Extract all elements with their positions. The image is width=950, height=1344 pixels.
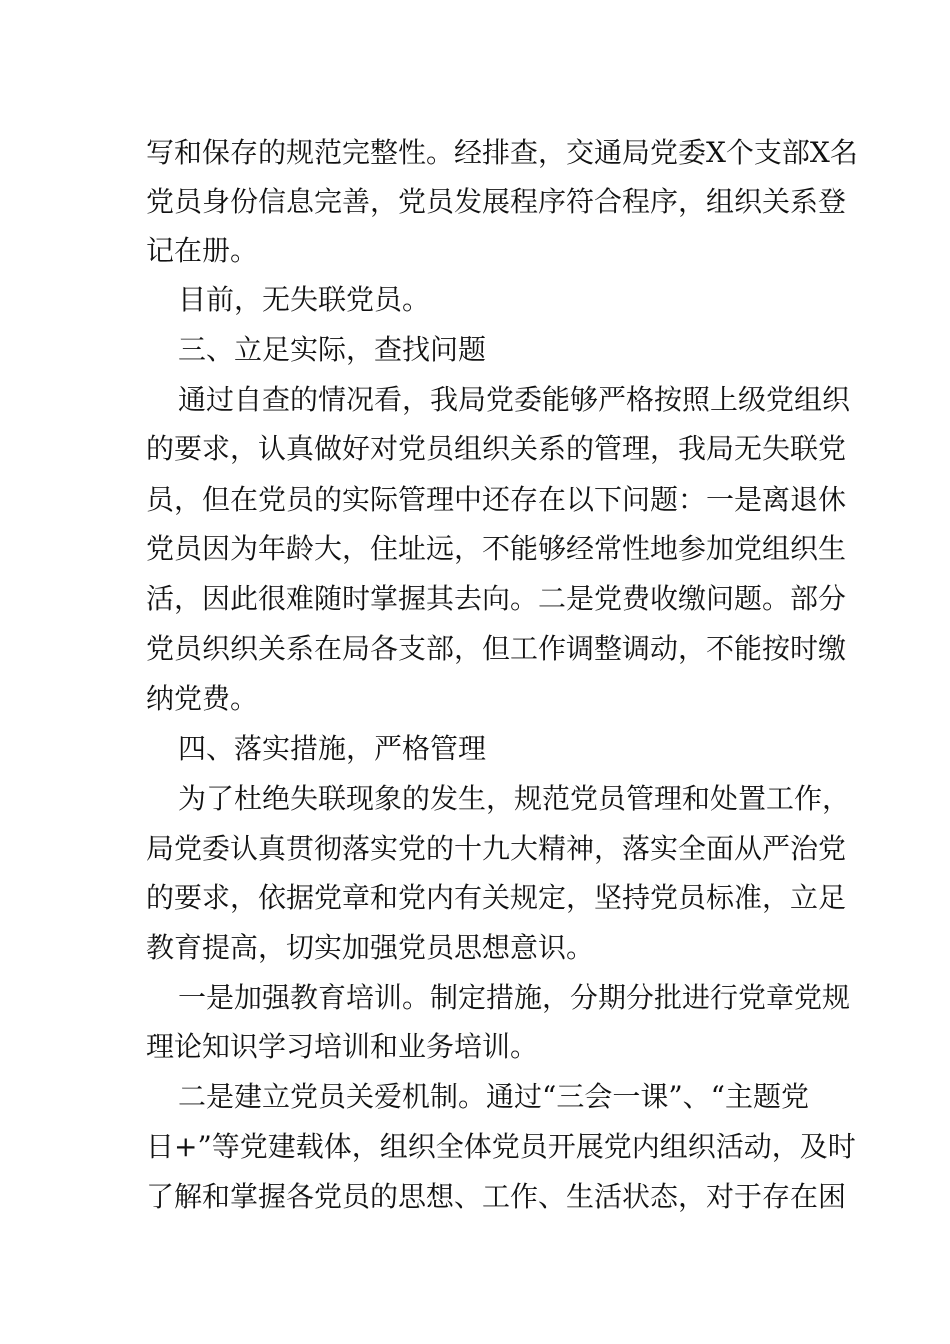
text-line: 一是加强教育培训。制定措施，分期分批进行党章党规	[178, 981, 851, 1014]
text-line: 的要求，认真做好对党员组织关系的管理，我局无失联党	[146, 432, 847, 465]
section-heading: 三、立足实际，查找问题	[178, 333, 487, 366]
text-line: 了解和掌握各党员的思想、工作、生活状态，对于存在困	[146, 1180, 847, 1213]
text-line: 写和保存的规范完整性。经排查，交通局党委Ⅹ个支部Ⅹ名	[146, 136, 858, 169]
text-line: 理论知识学习培训和业务培训。	[146, 1030, 539, 1063]
text-line: 日+”等党建载体，组织全体党员开展党内组织活动，及时	[146, 1130, 856, 1163]
text-line: 活，因此很难随时掌握其去向。二是党费收缴问题。部分	[146, 582, 847, 615]
text-line: 党员身份信息完善，党员发展程序符合程序，组织关系登	[146, 185, 847, 218]
text-line: 记在册。	[146, 234, 259, 267]
text-line: 的要求，依据党章和党内有关规定，坚持党员标准，立足	[146, 881, 847, 914]
text-line: 纳党费。	[146, 682, 259, 715]
text-line: 党员织织关系在局各支部，但工作调整调动，不能按时缴	[146, 632, 847, 665]
section-heading: 四、落实措施，严格管理	[178, 732, 487, 765]
text-line: 党员因为年龄大，住址远，不能够经常性地参加党组织生	[146, 532, 847, 565]
text-line: 为了杜绝失联现象的发生，规范党员管理和处置工作，	[178, 782, 851, 815]
text-line: 员，但在党员的实际管理中还存在以下问题：一是离退休	[146, 483, 847, 516]
text-line: 通过自查的情况看，我局党委能够严格按照上级党组织	[178, 383, 851, 416]
text-line: 教育提高，切实加强党员思想意识。	[146, 931, 595, 964]
text-line: 目前，无失联党员。	[178, 283, 431, 316]
text-line: 二是建立党员关爱机制。通过“三会一课”、“主题党	[178, 1080, 809, 1113]
text-line: 局党委认真贯彻落实党的十九大精神，落实全面从严治党	[146, 832, 847, 865]
